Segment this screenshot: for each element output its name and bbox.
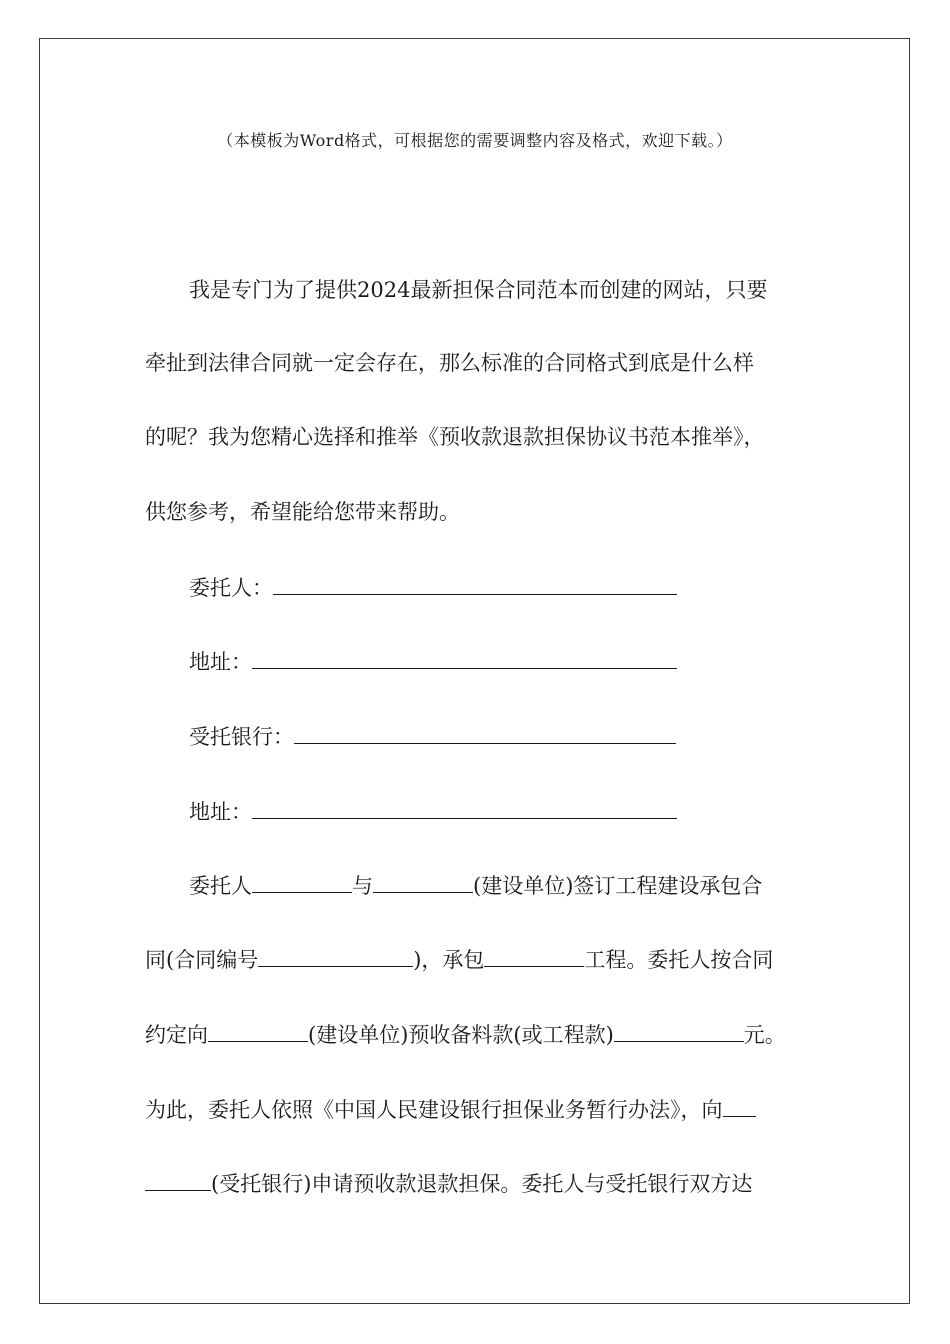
body-text: 与 — [352, 874, 373, 898]
bank-blank[interactable] — [294, 723, 676, 744]
intro-line-4: 供您参考，希望能给您带来帮助。 — [145, 500, 460, 524]
intro-line-1: 我是专门为了提供2024最新担保合同范本而创建的网站，只要 — [189, 278, 768, 302]
principal-label: 委托人： — [189, 576, 273, 600]
blank-bank-start[interactable] — [723, 1098, 756, 1117]
body-text: 委托人 — [189, 874, 252, 898]
address-label-1: 地址： — [189, 650, 252, 674]
body-text: (受托银行)申请预收款退款担保。委托人与受托银行双方达 — [211, 1172, 753, 1196]
bank-field — [189, 722, 676, 752]
address-blank-1[interactable] — [252, 648, 677, 669]
body-text: 约定向 — [145, 1023, 208, 1047]
principal-blank[interactable] — [273, 574, 677, 595]
address-label-2: 地址： — [189, 800, 252, 824]
body-text: 工程。委托人按合同 — [584, 948, 774, 972]
bank-label: 受托银行： — [189, 725, 294, 749]
body-text: 元。 — [743, 1023, 786, 1047]
body-line-3 — [145, 1020, 786, 1050]
principal-field — [189, 573, 677, 603]
blank-amount[interactable] — [614, 1023, 744, 1042]
body-line-1 — [189, 871, 762, 901]
template-note: （本模板为Word格式，可根据您的需要调整内容及格式，欢迎下载。） — [217, 131, 733, 150]
address-blank-2[interactable] — [252, 798, 677, 819]
body-text: 为此，委托人依照《中国人民建设银行担保业务暂行办法》，向 — [145, 1098, 723, 1122]
address-field-2 — [189, 797, 677, 827]
blank-bank-end[interactable] — [145, 1172, 211, 1191]
blank-principal[interactable] — [252, 874, 352, 893]
body-line-2 — [145, 945, 773, 975]
body-text: (建设单位)签订工程建设承包合 — [473, 874, 763, 898]
blank-contract-number[interactable] — [258, 948, 413, 967]
body-line-5 — [145, 1169, 752, 1199]
body-text: (建设单位)预收备料款(或工程款) — [308, 1023, 614, 1047]
body-line-4 — [145, 1095, 756, 1125]
body-text: )，承包 — [413, 948, 485, 972]
intro-line-3: 的呢？我为您精心选择和推举《预收款退款担保协议书范本推举》， — [145, 425, 765, 449]
address-field-1 — [189, 647, 677, 677]
blank-construction-unit-2[interactable] — [208, 1023, 308, 1042]
blank-project[interactable] — [484, 948, 584, 967]
intro-line-2: 牵扯到法律合同就一定会存在，那么标准的合同格式到底是什么样 — [145, 351, 754, 375]
blank-construction-unit[interactable] — [373, 874, 473, 893]
body-text: 同(合同编号 — [145, 948, 259, 972]
